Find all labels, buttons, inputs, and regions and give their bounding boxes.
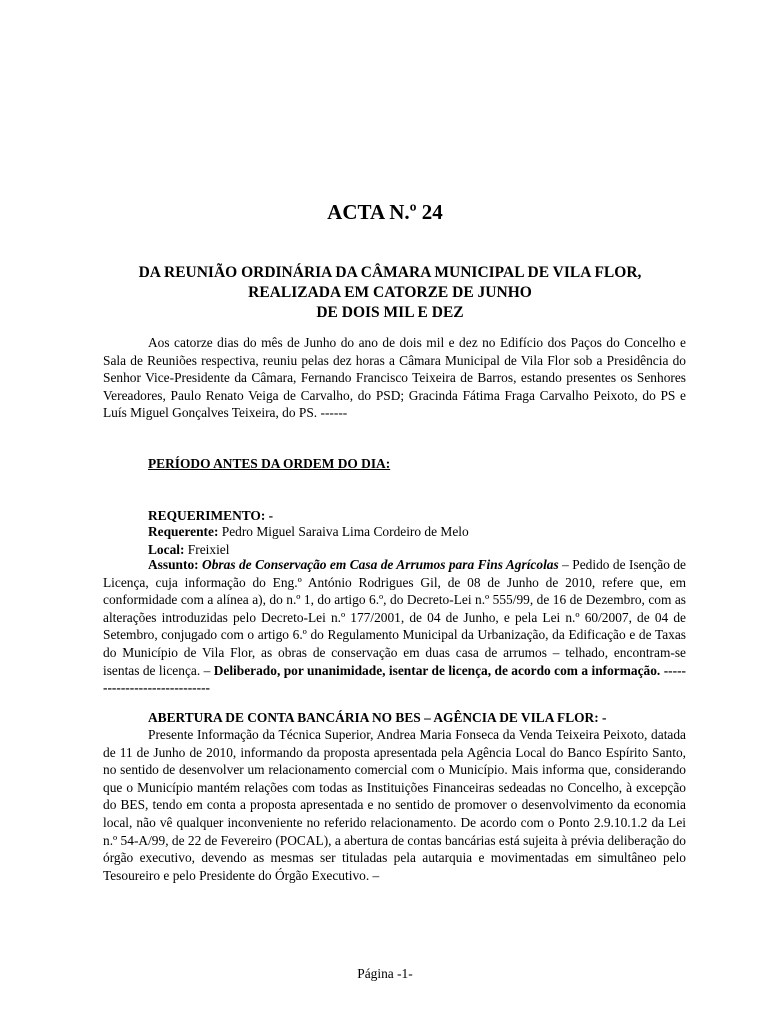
subtitle-line: REALIZADA EM CATORZE DE JUNHO bbox=[248, 284, 532, 301]
requerente-label: Requerente: bbox=[148, 524, 219, 539]
requerimento-heading: REQUERIMENTO: - bbox=[148, 508, 274, 523]
conta-paragraph: Presente Informação da Técnica Superior, Andrea Maria Fonseca da Venda Teixeira Peixoto, datada de 11 de Junho de 2010, informando da proposta apresentada pela Agência Local do Banco Espírito Santo, no sentido de desenvolver um relacionamento comercial com o Município. Mais informa que, considerando que o Município mantém relações com todas as Instituições Financeiras sedeadas no Concelho, à excepção do BES, tendo em conta a proposta apresentada e no sentido de promover o desenvolvimento da economia local, não vê qualquer inconveniente no referido relacionamento. De acordo com o Ponto 2.9.10.1.2 da Lei n.º 54-A/99, de 22 de Fevereiro (POCAL), a abertura de contas bancárias está sujeita à prévia deliberação do órgão executivo, devendo as mesmas ser tituladas pela autarquia e movimentadas em simultâneo pelo Tesoureiro e pelo Presidente do Órgão Executivo. – bbox=[103, 727, 686, 883]
local-label: Local: bbox=[148, 542, 185, 557]
assunto-paragraph bbox=[103, 556, 686, 697]
requerente-line bbox=[148, 524, 469, 540]
conta-heading: ABERTURA DE CONTA BANCÁRIA NO BES – AGÊNCIA DE VILA FLOR: - bbox=[148, 710, 607, 725]
page-number-footer: Página -1- bbox=[357, 966, 413, 981]
assunto-text: – Pedido de Isenção de Licença, cuja informação do Eng.º António Rodrigues Gil, de 08 de Junho de 2010, refere que, em conformidade com a alínea a), do n.º 1, do artigo 6.º, do Decreto-Lei n.º 555/99, de 16 de Dezembro, com as alterações introduzidas pelo Decreto-Lei n.º 177/2001, de 04 de Junho, e pela Lei n.º 60/2007, de 04 de Setembro, conjugado com o artigo 6.º do Regulamento Municipal da Urbanização, da Edificação e de Taxas do Município de Vila Flor, as obras de conservação em duas casa de arrumos – telhado, encontram-se isentas de licença. – bbox=[103, 557, 686, 678]
requerente-value: Pedro Miguel Saraiva Lima Cordeiro de Melo bbox=[218, 524, 469, 539]
local-value: Freixiel bbox=[184, 542, 230, 557]
deliberation-text: Deliberado, por unanimidade, isentar de licença, de acordo com a informação. ----------------------------- bbox=[103, 662, 686, 696]
subtitle-line: DA REUNIÃO ORDINÁRIA DA CÂMARA MUNICIPAL DE VILA FLOR, bbox=[138, 264, 642, 281]
assunto-subject: Obras de Conservação em Casa de Arrumos para Fins Agrícolas bbox=[198, 557, 559, 572]
document-title: ACTA N.º 24 bbox=[327, 200, 443, 224]
subtitle-line: DE DOIS MIL E DEZ bbox=[316, 304, 464, 321]
document-subtitle bbox=[95, 263, 685, 323]
opening-paragraph: Aos catorze dias do mês de Junho do ano de dois mil e dez no Edifício dos Paços do Concelho e Sala de Reuniões respectiva, reuniu pelas dez horas a Câmara Municipal de Vila Flor sob a Presidência do Senhor Vice-Presidente da Câmara, Fernando Francisco Teixeira de Barros, estando presentes os Senhores Vereadores, Paulo Renato Veiga de Carvalho, do PSD; Gracinda Fátima Fraga Carvalho Peixoto, do PS e Luís Miguel Gonçalves Teixeira, do PS. ------ bbox=[103, 335, 686, 421]
section-heading: PERÍODO ANTES DA ORDEM DO DIA: bbox=[148, 456, 391, 471]
assunto-label: Assunto: bbox=[148, 557, 199, 572]
